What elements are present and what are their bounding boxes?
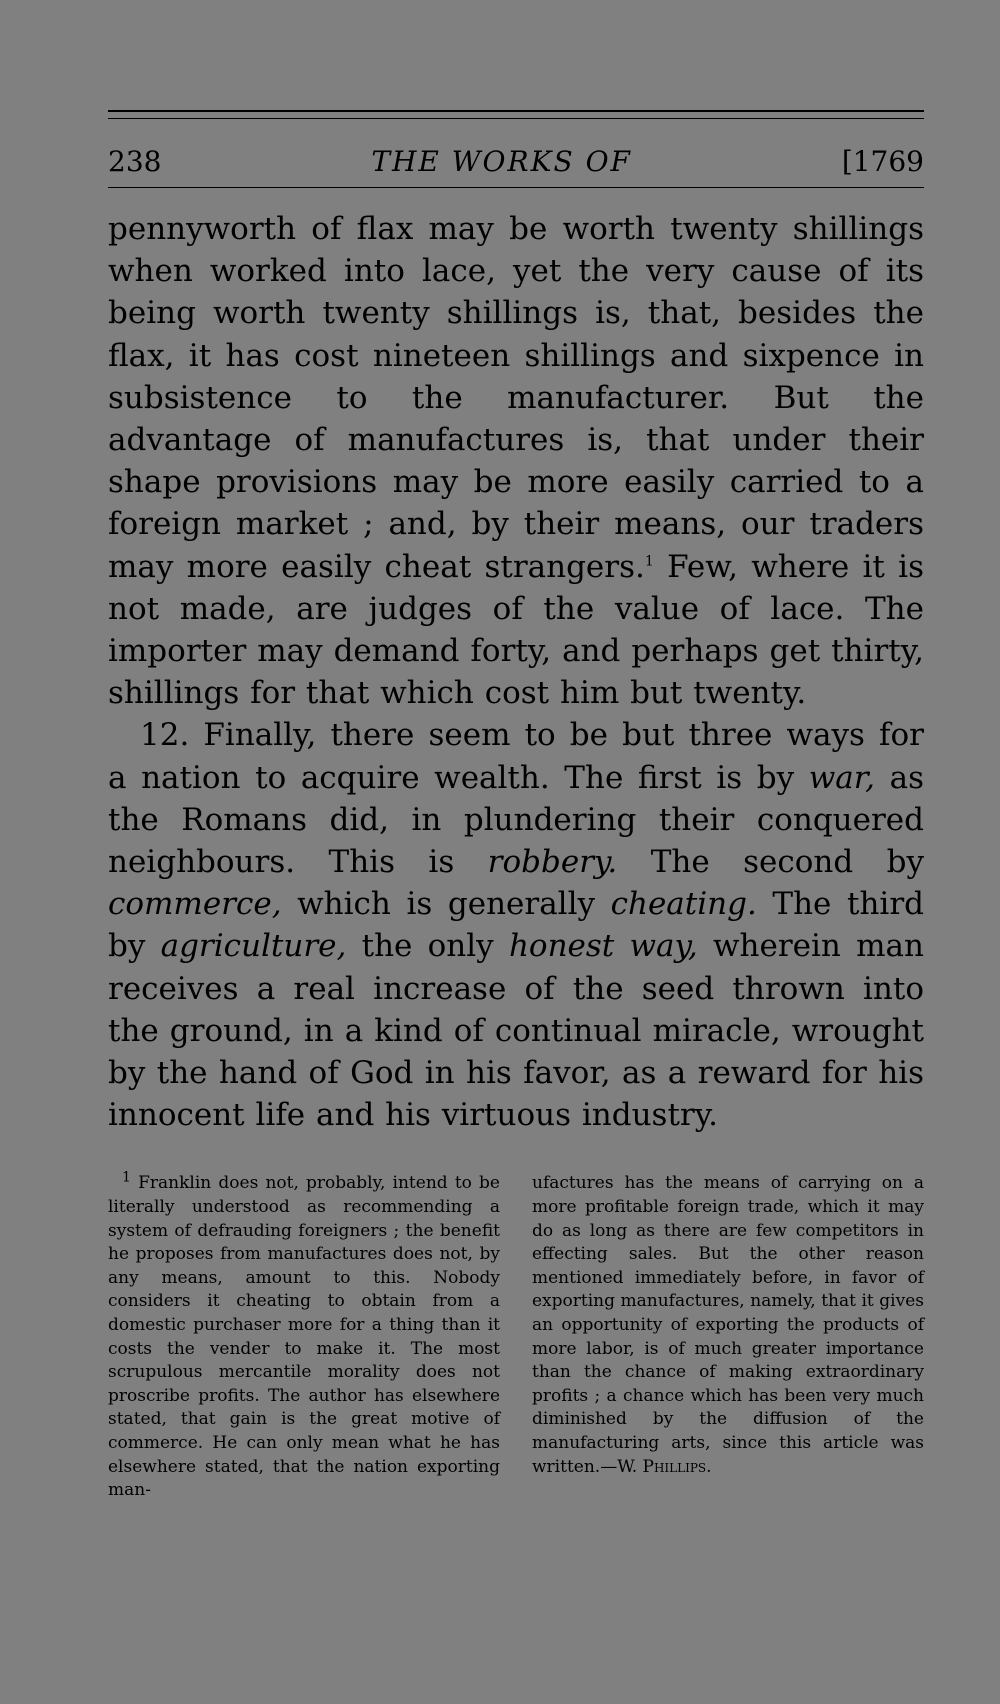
year-label: [1769 — [841, 144, 924, 178]
footnote-number: 1 — [122, 1169, 131, 1186]
footnote-marker: 1 — [644, 553, 654, 570]
footnote-column-1 — [108, 1169, 500, 1502]
header-rule — [108, 187, 924, 188]
paragraph-2-text-g: wherein man receives a real increase of the seed thrown into the ground, in a kind of continual miracle, wrought by the hand of God in his favor, as a reward for his innocent life and his virtuous industry. — [108, 928, 924, 1134]
footnote-signature: W. Phillips. — [617, 1456, 712, 1477]
paragraph-1 — [108, 208, 924, 714]
paragraph-1-text-b: Few, where it is not made, are judges of the value of lace. The importer may demand forty, and perhaps get thirty, shillings for that which cost him but twenty. — [108, 548, 924, 712]
footnote-column-2 — [532, 1172, 924, 1502]
emphasis-honest-way: honest way, — [508, 928, 698, 965]
header-double-rule — [108, 110, 924, 119]
paragraph-2-text-a: 12. Finally, there seem to be but three ways for a nation to acquire wealth. The first is by — [108, 717, 924, 796]
paragraph-2-text-d: which is generally — [281, 886, 611, 923]
paragraph-2-text-b: as the Romans did, in plundering their conquered neighbours. This is — [108, 759, 924, 881]
running-head — [108, 143, 924, 179]
paragraph-2-text-f: the only — [346, 928, 509, 965]
page-number: 238 — [108, 144, 162, 178]
emphasis-war: war, — [808, 759, 876, 796]
running-title: THE WORKS OF — [371, 144, 632, 178]
footnote-text-1: Franklin does not, probably, intend to be literally understood as recommending a system of defrauding foreigners ; the benefit he proposes from manufactures does not, by any means, amount to this. Nobody considers it cheating to obtain from a domestic purchaser more for a thing than it costs the vender to make it. The most scrupulous mercantile morality does not proscribe profits. The author has elsewhere stated, that gain is the great motive of commerce. He can only mean what he has elsewhere stated, that the nation exporting man- — [108, 1173, 500, 1501]
paragraph-2-text-e: The third by — [108, 886, 924, 965]
footnote-paragraph-1 — [108, 1169, 500, 1502]
emphasis-agriculture: agriculture, — [160, 928, 347, 965]
footnote-text-2: ufactures has the means of carrying on a more profitable foreign trade, which it may do as long as there are few competitors in effecting sales. But the other reason mentioned immediately before, in favor of exporting manufactures, namely, that it gives an opportunity of exporting the products of more labor, is of much greater importance than the chance of making extraordinary profits ; a chance which has been very much diminished by the diffusion of the manufacturing arts, since this article was written.— — [532, 1173, 924, 1477]
paragraph-1-text-a: pennyworth of flax may be worth twenty shillings when worked into lace, yet the very cause of its being worth twenty shillings is, that, besides the flax, it has cost nineteen shillings and sixpence in subsistence to the manufacturer. But the advantage of manufactures is, that under their shape provisions may be more easily carried to a foreign market ; and, by their means, our traders may more easily cheat strangers. — [108, 211, 924, 585]
main-text — [108, 208, 924, 1136]
emphasis-commerce: commerce, — [108, 886, 282, 923]
emphasis-cheating: cheating. — [610, 886, 757, 923]
book-page — [108, 110, 924, 1503]
paragraph-2 — [108, 714, 924, 1136]
footnote — [108, 1169, 924, 1502]
emphasis-robbery: robbery. — [487, 844, 618, 881]
footnote-paragraph-2 — [532, 1172, 924, 1479]
paragraph-2-text-c: The second by — [617, 844, 924, 881]
